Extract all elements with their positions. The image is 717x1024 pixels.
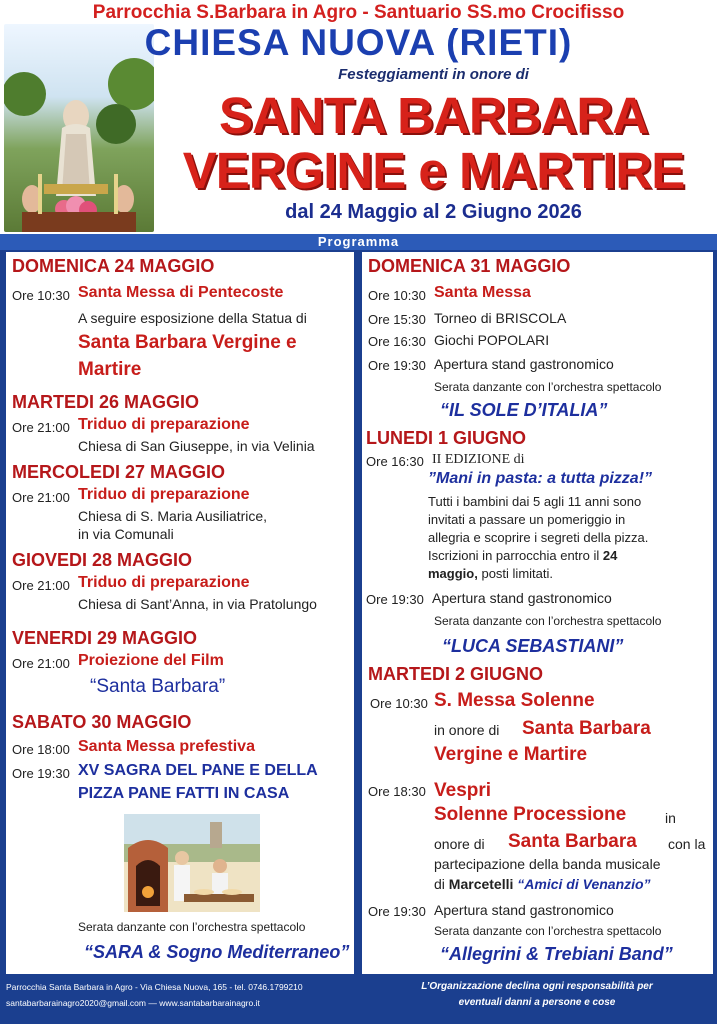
event-time: Ore 19:30 — [368, 904, 426, 919]
procession-title: Solenne Processione — [434, 804, 627, 825]
event-note: partecipazione della banda musicale — [434, 856, 661, 872]
event-note: A seguire esposizione della Statua di — [78, 310, 307, 326]
footer-disclaimer — [364, 979, 710, 1011]
event-note: onore di — [434, 836, 485, 852]
footer-address: Parrocchia Santa Barbara in Agro - Via Chiesa Nuova, 165 - tel. 0746.1799210 — [6, 982, 303, 992]
festival-dates: dal 24 Maggio al 2 Giugno 2026 — [285, 201, 582, 223]
saint-name: Santa Barbara — [508, 831, 637, 852]
event-time: Ore 21:00 — [12, 490, 70, 505]
event-time: Ore 21:00 — [12, 420, 70, 435]
event-name: ”Mani in pasta: a tutta pizza!” — [428, 470, 653, 487]
day-heading: LUNEDI 1 GIUGNO — [366, 428, 527, 448]
saint-name: Vergine e Martire — [434, 744, 588, 765]
day-heading: DOMENICA 24 MAGGIO — [12, 256, 215, 276]
event-note: in onore di — [434, 722, 500, 738]
description-text: posti limitati. — [481, 566, 553, 581]
event-description: allegria e scoprire i segreti della pizza. — [428, 530, 649, 545]
event-time: Ore 19:30 — [366, 592, 424, 607]
event-title: Santa Messa prefestiva — [78, 738, 255, 755]
event-time: Ore 16:30 — [366, 454, 424, 469]
parish-line: Parrocchia S.Barbara in Agro - Santuario SS.mo Crocifisso — [92, 2, 625, 23]
band-name: “Amici di Venanzio” — [517, 876, 651, 892]
film-title: “Santa Barbara” — [90, 676, 226, 697]
event-time: Ore 21:00 — [12, 656, 70, 671]
event-title: Apertura stand gastronomico — [434, 356, 614, 372]
event-title: Triduo di preparazione — [78, 574, 250, 591]
orchestra-name: “IL SOLE D’ITALIA” — [440, 400, 608, 420]
event-title: Apertura stand gastronomico — [434, 902, 614, 918]
event-description — [428, 548, 617, 563]
event-description — [428, 566, 553, 581]
event-time: Ore 18:30 — [368, 784, 426, 799]
dance-evening-note: Serata danzante con l’orchestra spettacolo — [434, 924, 662, 938]
saint-name: Santa Barbara — [522, 718, 651, 739]
day-heading: DOMENICA 31 MAGGIO — [368, 256, 571, 276]
church-title: CHIESA NUOVA (RIETI) — [144, 22, 573, 63]
edition-label: II EDIZIONE di — [432, 452, 525, 467]
event-time: Ore 10:30 — [368, 288, 426, 303]
band-town: Marcetelli — [448, 876, 514, 892]
statue-name: Santa Barbara Vergine e — [78, 332, 297, 353]
right-program-column — [362, 252, 713, 974]
event-title: Vespri — [434, 780, 492, 801]
event-note: con la — [668, 836, 706, 852]
event-title: Triduo di preparazione — [78, 416, 250, 433]
event-time: Ore 19:30 — [368, 358, 426, 373]
band-line — [434, 876, 651, 892]
event-time: Ore 10:30 — [12, 288, 70, 303]
main-title-line-1: SANTA BARBARA — [219, 87, 648, 144]
festivities-subtitle: Festeggiamenti in onore di — [338, 66, 529, 83]
event-place: Chiesa di Sant’Anna, in via Pratolungo — [78, 596, 317, 612]
dance-evening-note: Serata danzante con l’orchestra spettacolo — [434, 614, 662, 628]
event-time: Ore 21:00 — [12, 578, 70, 593]
statue-name: Martire — [78, 359, 142, 380]
event-title: Giochi POPOLARI — [434, 332, 550, 348]
event-time: Ore 15:30 — [368, 312, 426, 327]
poster-header — [0, 0, 717, 234]
orchestra-name: “SARA & Sogno Mediterraneo” — [84, 942, 350, 962]
event-title: S. Messa Solenne — [434, 690, 595, 711]
orchestra-name: “LUCA SEBASTIANI” — [442, 636, 624, 656]
event-title: Proiezione del Film — [78, 652, 224, 669]
day-heading: GIOVEDI 28 MAGGIO — [12, 550, 193, 570]
left-program-column — [6, 252, 354, 974]
event-place: in via Comunali — [78, 526, 174, 542]
event-time: Ore 16:30 — [368, 334, 426, 349]
event-title: Santa Messa — [434, 284, 531, 301]
event-time: Ore 10:30 — [370, 696, 428, 711]
band-prefix: di — [434, 876, 445, 892]
event-note: in — [665, 810, 676, 826]
event-title: Triduo di preparazione — [78, 486, 250, 503]
event-description: invitati a passare un pomeriggio in — [428, 512, 626, 527]
pizza-oven-illustration — [124, 814, 260, 912]
day-heading: VENERDI 29 MAGGIO — [12, 628, 198, 648]
event-title: Apertura stand gastronomico — [432, 590, 612, 606]
sagra-title: XV SAGRA DEL PANE E DELLA — [78, 762, 318, 779]
event-place: Chiesa di San Giuseppe, in via Velinia — [78, 438, 315, 454]
poster-footer — [0, 976, 717, 1024]
day-heading: SABATO 30 MAGGIO — [12, 712, 192, 732]
day-heading: MERCOLEDI 27 MAGGIO — [12, 462, 226, 482]
disclaimer-line: eventuali danni a persone e cose — [458, 997, 616, 1008]
programma-bar: Programma — [0, 234, 717, 250]
day-heading: MARTEDI 2 GIUGNO — [368, 664, 544, 684]
disclaimer-line: L’Organizzazione declina ogni responsabilità per — [421, 981, 653, 992]
description-bold: maggio, — [428, 566, 478, 581]
column-divider — [357, 252, 359, 974]
event-title: Santa Messa di Pentecoste — [78, 284, 284, 301]
description-text: Iscrizioni in parrocchia entro il — [428, 548, 600, 563]
event-title: Torneo di BRISCOLA — [434, 310, 567, 326]
day-heading: MARTEDI 26 MAGGIO — [12, 392, 200, 412]
event-time: Ore 18:00 — [12, 742, 70, 757]
event-time: Ore 19:30 — [12, 766, 70, 781]
orchestra-name: “Allegrini & Trebiani Band” — [440, 944, 673, 964]
main-title-line-2: VERGINE e MARTIRE — [182, 142, 685, 199]
dance-evening-note: Serata danzante con l’orchestra spettacolo — [434, 380, 662, 394]
event-description: Tutti i bambini dai 5 agli 11 anni sono — [428, 494, 642, 509]
dance-evening-note: Serata danzante con l’orchestra spettacolo — [78, 920, 306, 934]
sagra-title: PIZZA PANE FATTI IN CASA — [78, 785, 290, 802]
footer-contacts — [6, 979, 356, 1011]
event-place: Chiesa di S. Maria Ausiliatrice, — [78, 508, 268, 524]
description-bold: 24 — [602, 548, 618, 563]
footer-email-web: santabarbarainagro2020@gmail.com — www.santabarbarainagro.it — [6, 998, 260, 1008]
